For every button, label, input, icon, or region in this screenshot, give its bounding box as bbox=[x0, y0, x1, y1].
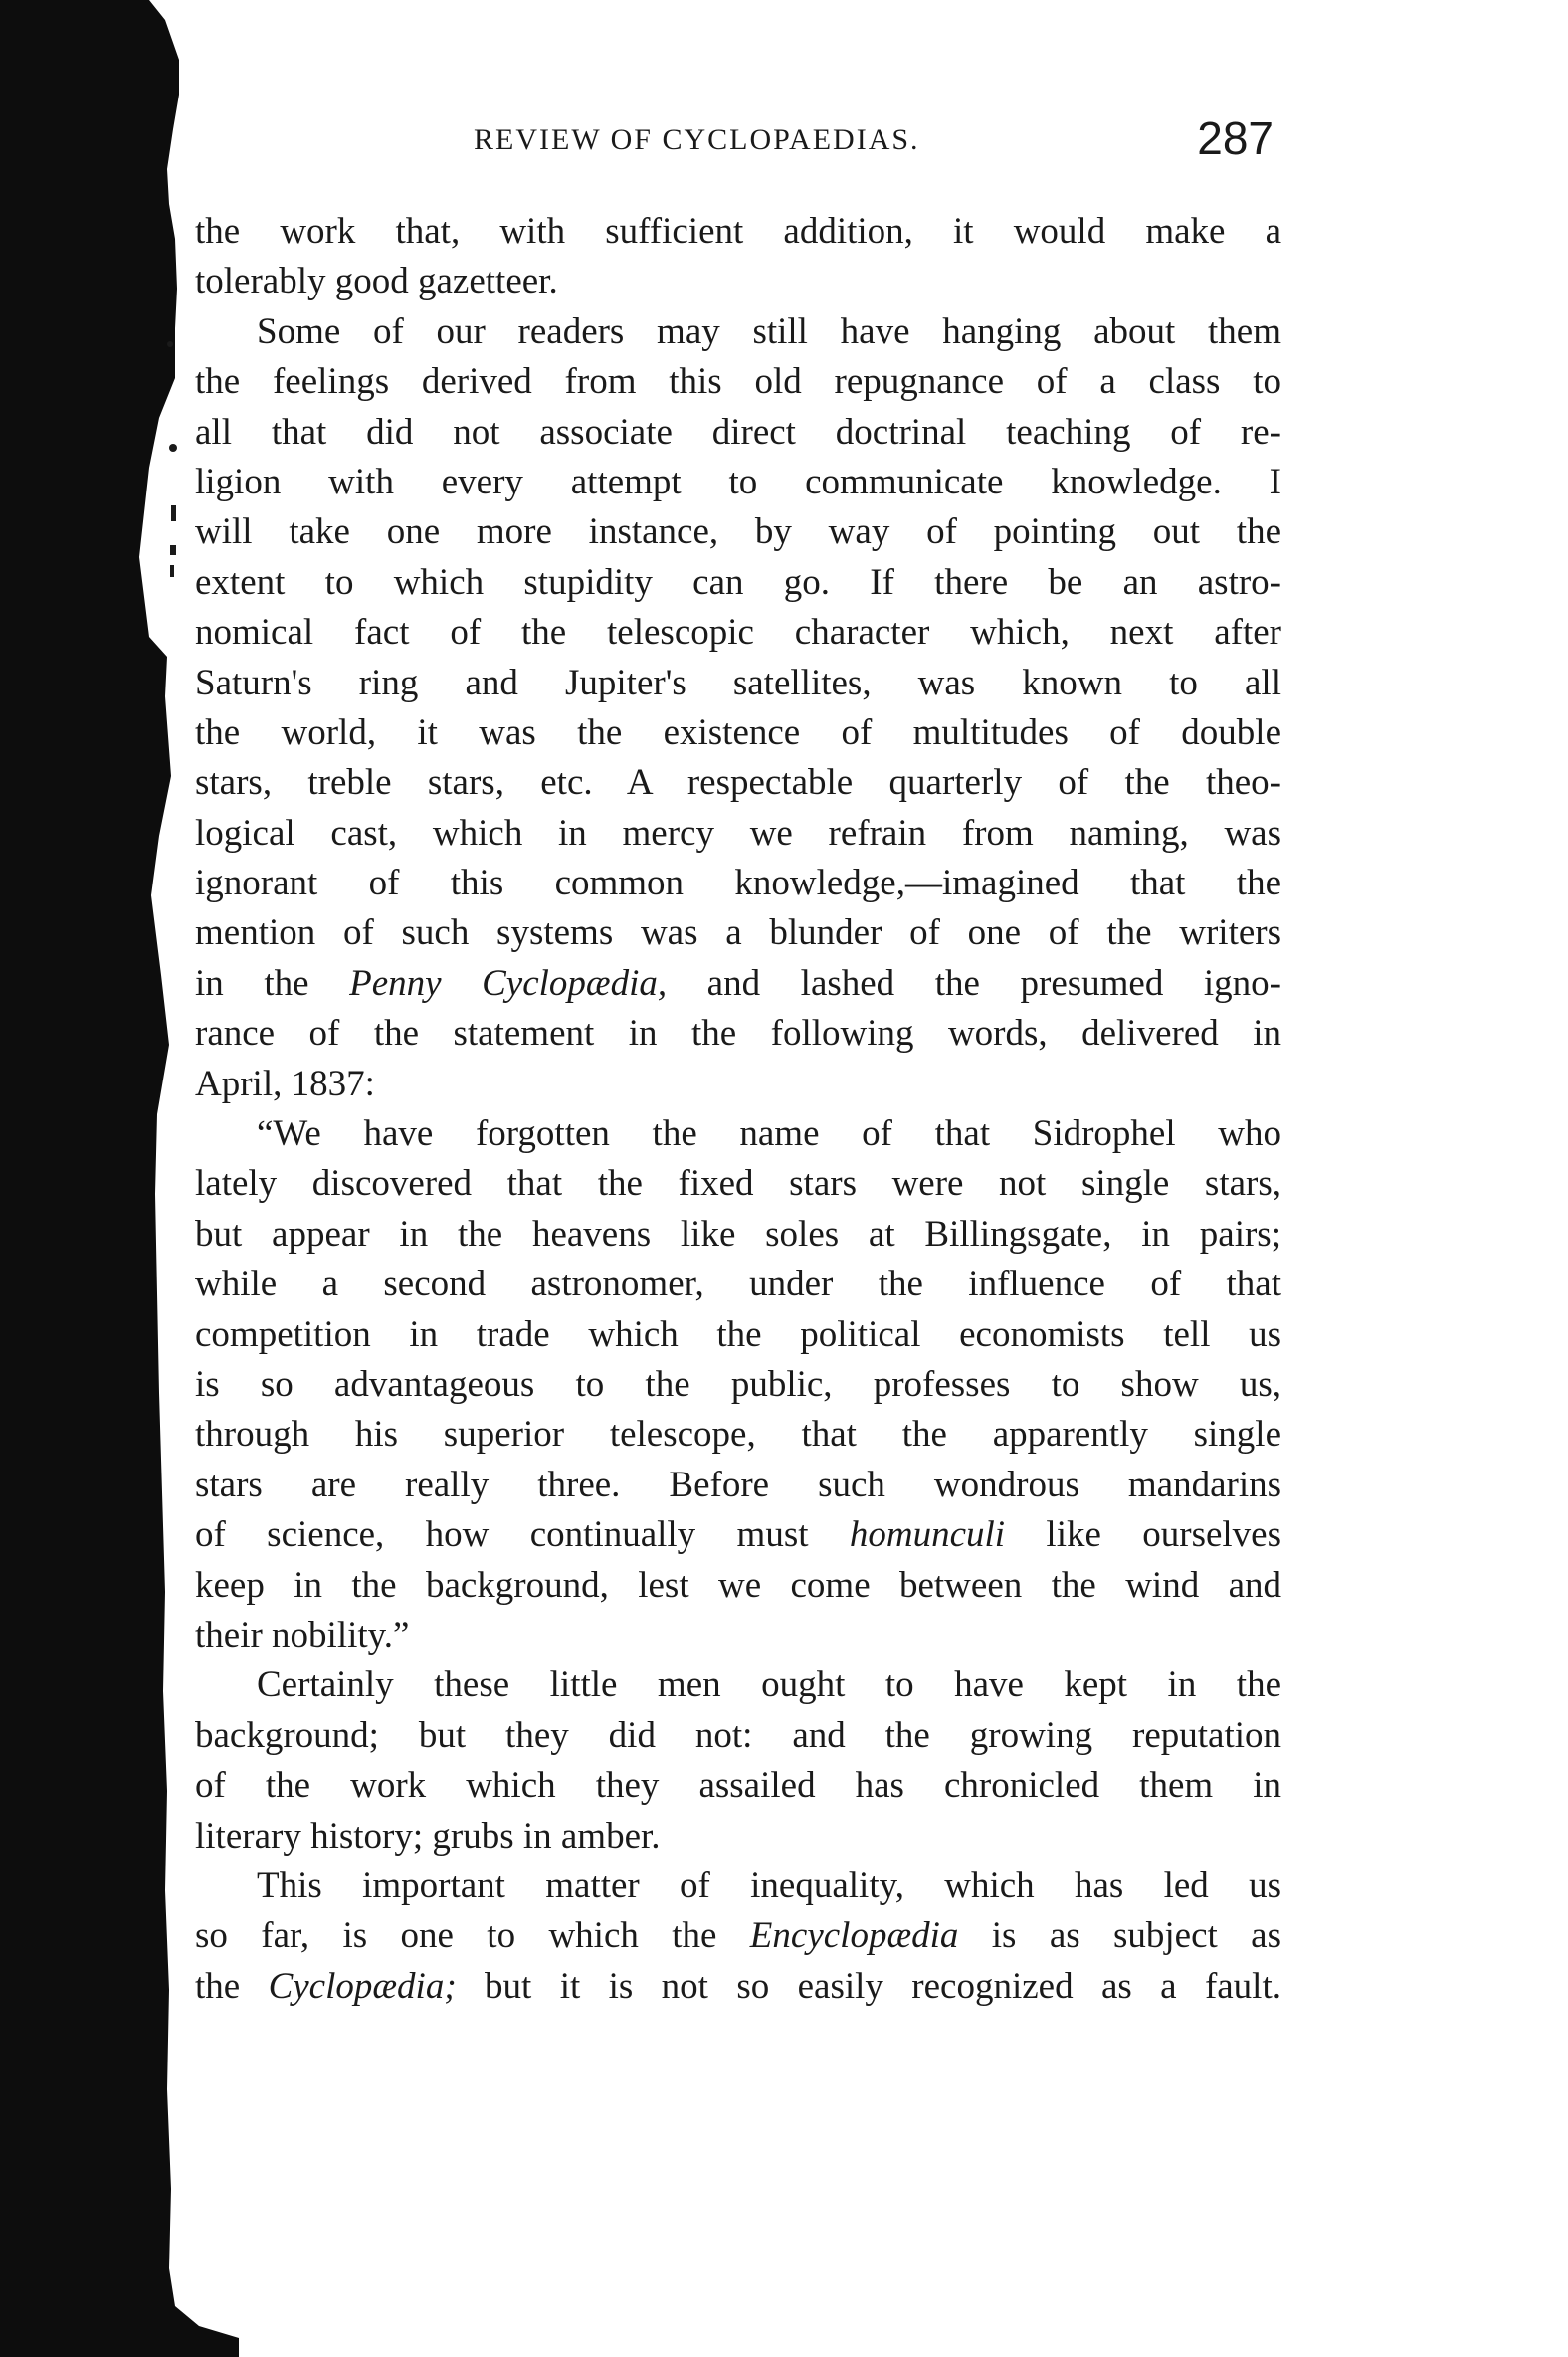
text-line bbox=[195, 357, 1281, 407]
text-line bbox=[195, 1310, 1281, 1360]
text-segment: stars are really three. Before such wondrous mandarins bbox=[195, 1464, 1281, 1505]
text-line bbox=[195, 1109, 1281, 1159]
text-segment: Saturn's ring and Jupiter's satellites, was known to all bbox=[195, 662, 1281, 703]
text-line bbox=[195, 1360, 1281, 1410]
text-segment: “We have forgotten the name of that Sidrophel who bbox=[257, 1113, 1281, 1155]
margin-mark bbox=[167, 341, 173, 347]
text-line bbox=[195, 659, 1281, 708]
text-line bbox=[195, 1159, 1281, 1209]
text-line bbox=[195, 809, 1281, 859]
margin-mark bbox=[170, 565, 174, 577]
italic-title: Cyclopædia; bbox=[268, 1965, 457, 2007]
text-segment: literary history; grubs in amber. bbox=[195, 1815, 661, 1857]
text-segment: background; but they did not: and the growing reputation bbox=[195, 1714, 1281, 1756]
text-line bbox=[195, 1510, 1281, 1560]
text-segment: This important matter of inequality, which has led us bbox=[257, 1865, 1281, 1906]
text-segment: ignorant of this common knowledge,—imagined that the bbox=[195, 863, 1281, 904]
text-line bbox=[195, 859, 1281, 908]
text-line bbox=[195, 207, 1281, 257]
text-line bbox=[195, 307, 1281, 357]
text-line bbox=[195, 608, 1281, 658]
text-segment: tolerably good gazetteer. bbox=[195, 261, 558, 302]
text-line bbox=[195, 1911, 1281, 1961]
running-head bbox=[195, 111, 1274, 171]
text-line bbox=[195, 257, 1281, 306]
text-segment: is as subject as bbox=[958, 1915, 1281, 1957]
text-segment: logical cast, which in mercy we refrain from naming, was bbox=[195, 812, 1281, 854]
text-segment: but it is not so easily recognized as a fault. bbox=[456, 1965, 1281, 2007]
text-line bbox=[195, 1711, 1281, 1761]
text-segment: the bbox=[195, 1965, 269, 2007]
text-segment: mention of such systems was a blunder of one of the writers bbox=[195, 912, 1281, 954]
margin-mark bbox=[171, 505, 176, 521]
margin-mark bbox=[170, 545, 176, 555]
italic-word: homunculi bbox=[849, 1514, 1006, 1556]
text-line bbox=[195, 908, 1281, 958]
text-line bbox=[195, 1410, 1281, 1460]
page-text bbox=[195, 207, 1281, 2012]
text-segment: keep in the background, lest we come between the wind and bbox=[195, 1564, 1281, 1606]
text-segment: through his superior telescope, that the apparently single bbox=[195, 1414, 1281, 1456]
text-segment: so far, is one to which the bbox=[195, 1915, 750, 1957]
text-segment: like ourselves bbox=[1005, 1514, 1281, 1556]
text-line bbox=[195, 1009, 1281, 1059]
italic-title: Penny Cyclopædia, bbox=[349, 962, 668, 1004]
text-segment: the feelings derived from this old repugnance of a class to bbox=[195, 361, 1281, 403]
text-line bbox=[195, 1611, 1281, 1661]
text-segment: Some of our readers may still have hanging about them bbox=[257, 310, 1281, 352]
text-segment: rance of the statement in the following words, delivered in bbox=[195, 1013, 1281, 1055]
text-segment: of science, how continually must bbox=[195, 1514, 850, 1556]
text-segment: ligion with every attempt to communicate knowledge. I bbox=[195, 461, 1281, 502]
text-segment: and lashed the presumed igno- bbox=[667, 962, 1282, 1004]
text-segment: their nobility.” bbox=[195, 1614, 410, 1656]
text-line bbox=[195, 458, 1281, 507]
text-line bbox=[195, 1761, 1281, 1811]
text-line bbox=[195, 959, 1281, 1009]
text-line bbox=[195, 708, 1281, 758]
text-segment: April, 1837: bbox=[195, 1063, 375, 1104]
text-line bbox=[195, 507, 1281, 557]
margin-mark bbox=[169, 444, 177, 452]
text-line bbox=[195, 1661, 1281, 1710]
text-line bbox=[195, 1862, 1281, 1911]
italic-title: Encyclopædia bbox=[749, 1915, 959, 1957]
text-segment: is so advantageous to the public, professes to show us, bbox=[195, 1363, 1281, 1405]
page-number: 287 bbox=[1197, 112, 1274, 164]
text-segment: will take one more instance, by way of pointing out the bbox=[195, 511, 1281, 553]
text-segment: extent to which stupidity can go. If there be an astro- bbox=[195, 561, 1281, 603]
text-segment: Certainly these little men ought to have kept in the bbox=[257, 1665, 1281, 1706]
running-title: REVIEW OF CYCLOPAEDIAS. bbox=[474, 123, 920, 156]
text-line bbox=[195, 1962, 1281, 2012]
text-line bbox=[195, 1210, 1281, 1260]
text-line bbox=[195, 1812, 1281, 1862]
text-line bbox=[195, 1260, 1281, 1309]
text-segment: nomical fact of the telescopic character which, next after bbox=[195, 612, 1281, 654]
text-segment: of the work which they assailed has chronicled them in bbox=[195, 1765, 1281, 1807]
text-line bbox=[195, 1461, 1281, 1510]
text-segment: lately discovered that the fixed stars were not single stars, bbox=[195, 1163, 1281, 1205]
text-line bbox=[195, 558, 1281, 608]
text-line bbox=[195, 1060, 1281, 1109]
text-segment: but appear in the heavens like soles at Billingsgate, in pairs; bbox=[195, 1213, 1281, 1255]
text-segment: all that did not associate direct doctrinal teaching of re- bbox=[195, 411, 1281, 453]
text-line bbox=[195, 408, 1281, 458]
text-segment: the world, it was the existence of multitudes of double bbox=[195, 711, 1281, 753]
text-segment: stars, treble stars, etc. A respectable quarterly of the theo- bbox=[195, 762, 1281, 804]
text-segment: in the bbox=[195, 962, 350, 1004]
text-segment: the work that, with sufficient addition, it would make a bbox=[195, 211, 1281, 252]
text-line bbox=[195, 758, 1281, 808]
text-line bbox=[195, 1561, 1281, 1611]
text-segment: competition in trade which the political economists tell us bbox=[195, 1313, 1281, 1355]
text-segment: while a second astronomer, under the influence of that bbox=[195, 1264, 1281, 1305]
